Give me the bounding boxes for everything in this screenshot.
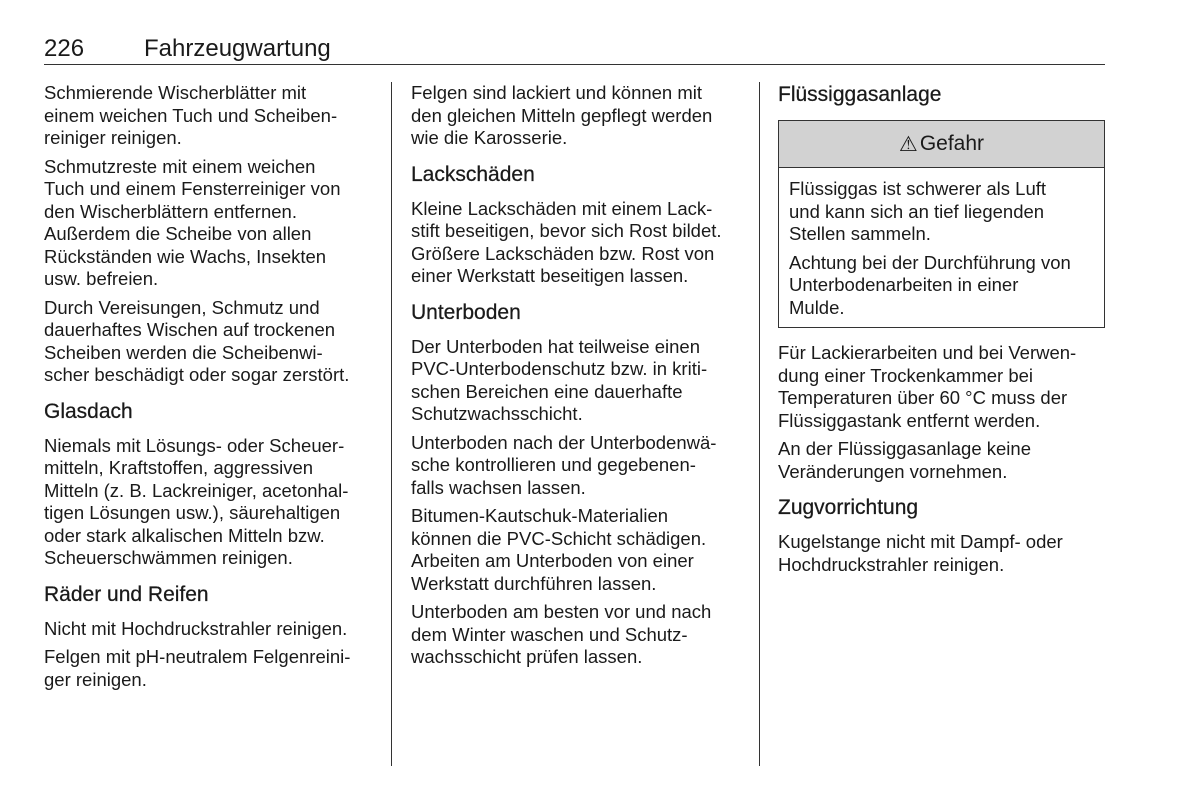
section-heading-raeder-und-reifen: Räder und Reifen	[44, 582, 209, 606]
paragraph: Nicht mit Hochdruckstrahler reinigen.	[44, 617, 348, 639]
column-1	[44, 82, 376, 697]
paragraph: Kugelstange nicht mit Dampf- oder Hochdruckstrahler reinigen.	[778, 531, 1063, 575]
column-3	[778, 82, 1105, 582]
paragraph: Niemals mit Lösungs- oder Scheuer- mitteln, Kraftstoffen, aggressiven Mitteln (z. B. Lackreiniger, acetonhal- tigen Lösungen usw.), säurehaltigen oder stark alkalischen Mitteln bzw. Scheuerschwämmen reinigen.	[44, 434, 349, 568]
section-heading-unterboden: Unterboden	[411, 300, 521, 324]
warning-label: Gefahr	[919, 132, 985, 155]
page-header	[44, 34, 1105, 65]
paragraph: Unterboden nach der Unterbodenwä- sche kontrollieren und gegebenen- falls wachsen lassen.	[411, 431, 717, 498]
paragraph: Felgen sind lackiert und können mit den gleichen Mitteln gepflegt werden wie die Karosserie.	[411, 82, 713, 148]
section-heading-fluessiggasanlage: Flüssiggasanlage	[778, 83, 942, 106]
paragraph: Bitumen-Kautschuk-Materialien können die PVC-Schicht schädigen. Arbeiten am Unterboden von einer Werkstatt durchführen lassen.	[411, 505, 707, 594]
paragraph: Felgen mit pH-neutralem Felgenreini- ger reinigen.	[44, 646, 351, 690]
page-title: Fahrzeugwartung	[144, 35, 331, 62]
paragraph: An der Flüssiggasanlage keine Veränderungen vornehmen.	[778, 438, 1031, 482]
column-divider	[759, 82, 760, 766]
page-number: 226	[44, 35, 85, 62]
paragraph: Kleine Lackschäden mit einem Lack- stift beseitigen, bevor sich Rost bildet. Größere Lackschäden bzw. Rost von einer Werkstatt beseitigen lassen.	[411, 197, 722, 286]
warning-body	[779, 168, 1104, 327]
section-heading-zugvorrichtung: Zugvorrichtung	[778, 496, 919, 519]
danger-warning-box	[778, 120, 1105, 328]
column-divider	[391, 82, 392, 766]
paragraph: Unterboden am besten vor und nach dem Winter waschen und Schutz- wachsschicht prüfen lassen.	[411, 601, 712, 667]
paragraph: Der Unterboden hat teilweise einen PVC-Unterbodenschutz bzw. in kriti- schen Bereichen eine dauerhafte Schutzwachsschicht.	[411, 335, 708, 424]
warning-paragraph: Flüssiggas ist schwerer als Luft und kann sich an tief liegenden Stellen sammeln.	[789, 178, 1047, 244]
warning-paragraph: Achtung bei der Durchführung von Unterbodenarbeiten in einer Mulde.	[789, 251, 1071, 318]
column-2	[411, 82, 745, 675]
warning-triangle-icon: ⚠	[898, 132, 918, 156]
section-heading-lackschaeden: Lackschäden	[411, 162, 535, 186]
paragraph: Schmutzreste mit einem weichen Tuch und einem Fensterreiniger von den Wischerblättern entfernen. Außerdem die Scheibe von allen Rückständen wie Wachs, Insekten usw. befreien.	[44, 155, 341, 289]
paragraph: Für Lackierarbeiten und bei Verwen- dung einer Trockenkammer bei Temperaturen über 60 °C muss der Flüssiggastank entfernt werden.	[778, 342, 1077, 431]
warning-header	[779, 121, 1104, 168]
paragraph: Schmierende Wischerblätter mit einem weichen Tuch und Scheiben- reiniger reinigen.	[44, 82, 338, 148]
paragraph: Durch Vereisungen, Schmutz und dauerhaftes Wischen auf trockenen Scheiben werden die Scheibenwi- scher beschädigt oder sogar zerstört.	[44, 296, 350, 385]
section-heading-glasdach: Glasdach	[44, 399, 133, 423]
